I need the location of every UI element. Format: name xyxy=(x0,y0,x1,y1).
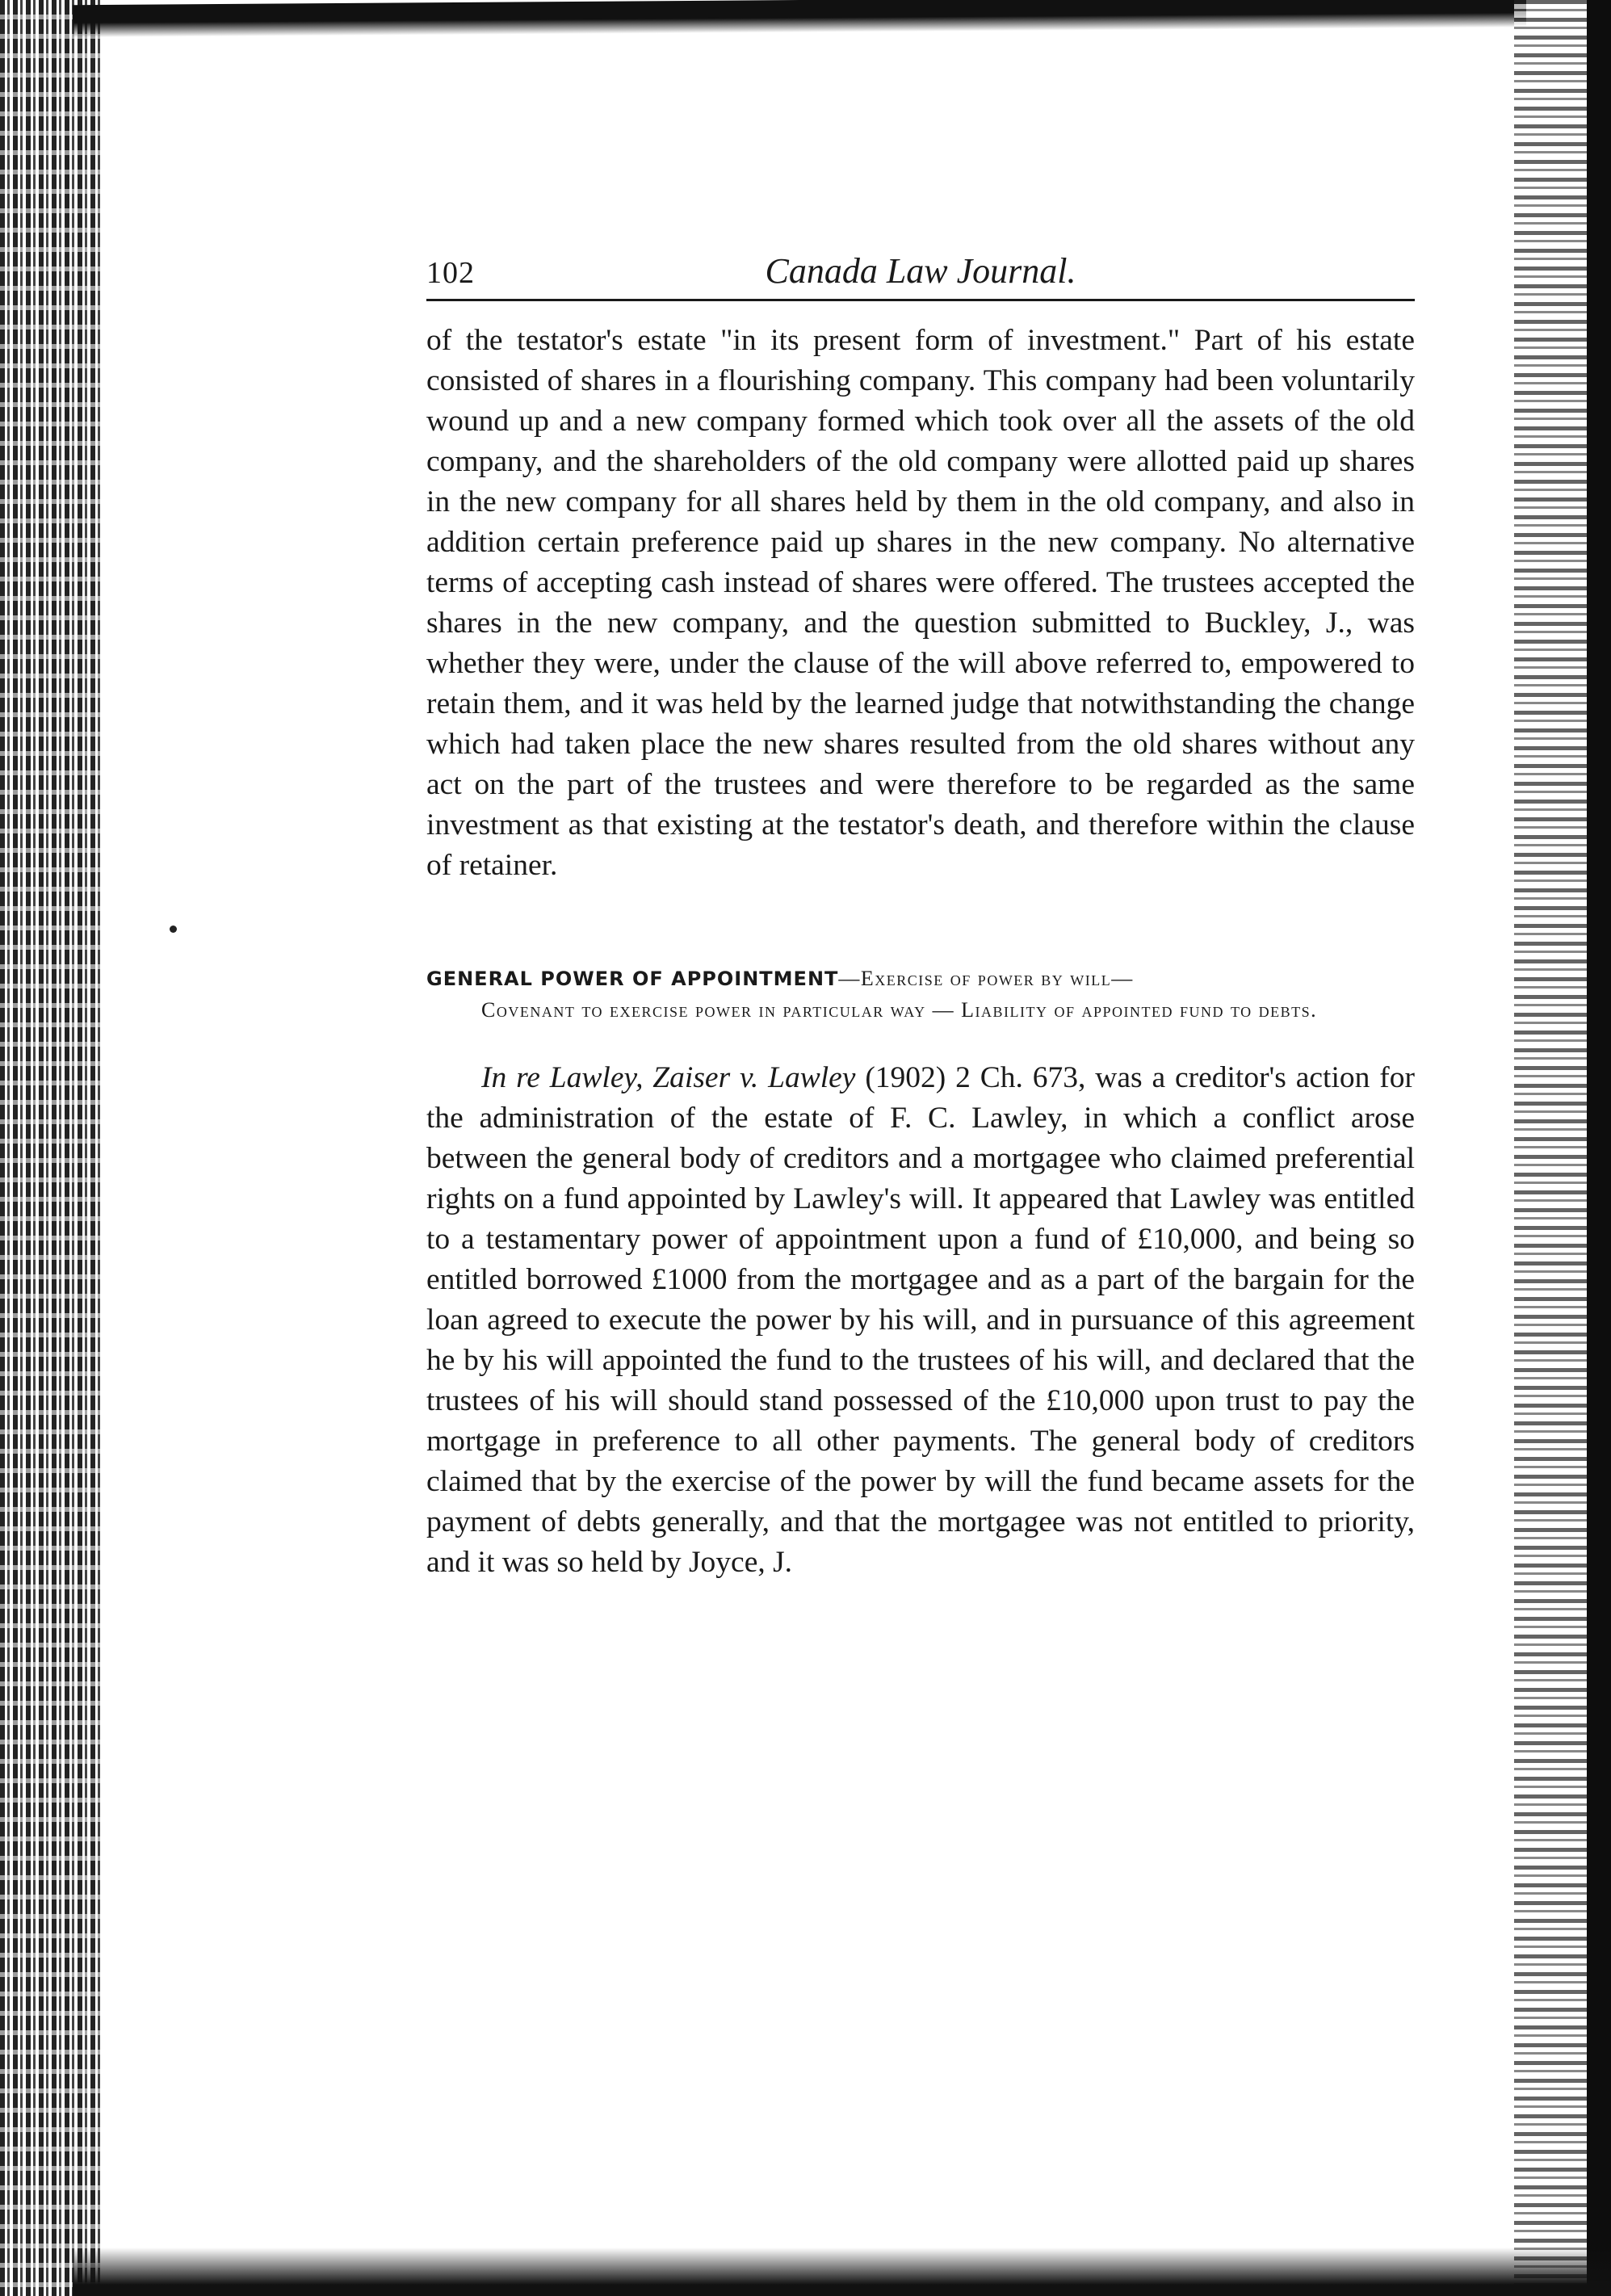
stray-ink-mark xyxy=(170,926,177,933)
journal-title: Canada Law Journal. xyxy=(765,251,1076,291)
running-head xyxy=(426,250,1415,301)
section-heading-subject-continued: Covenant to exercise power in particular way — Liability of appointed fund to debts. xyxy=(481,998,1318,1022)
scan-edge-top xyxy=(73,0,1526,37)
paragraph-lawley-case xyxy=(426,1058,1415,1583)
section-heading xyxy=(426,963,1415,1026)
page-content xyxy=(426,250,1415,1583)
page-number: 102 xyxy=(426,256,475,290)
section-heading-subject: —Exercise of power by will— xyxy=(838,967,1134,990)
paragraph-retainer-clause: of the testator's estate "in its present form of investment." Part of his estate consisted of shares in a flourishing company. This company had been voluntarily wound up and a new company formed which took over all the assets of the old company, and the shareholders of the old company were allotted paid up shares in the new company for all shares held by them in the old company, and also in addition certain preference paid up shares in the new company. No alternative terms of accepting cash instead of shares were offered. The trustees accepted the shares in the new company, and the question submitted to Buckley, J., was whether they were, under the clause of the will above referred to, empowered to retain them, and it was held by the learned judge that notwithstanding the change which had taken place the new shares resulted from the old shares without any act on the part of the trustees and were therefore to be regarded as the same investment as that existing at the testator's death, and therefore within the clause of retainer. xyxy=(426,324,1415,882)
scan-edge-bottom xyxy=(73,2248,1611,2296)
scan-edge-left-texture xyxy=(0,0,101,2296)
case-text: (1902) 2 Ch. 673, was a creditor's action for the administration of the estate of F. C. Lawley, in which a conflict arose between the general body of creditors and a mortgagee who claimed preferential rights on a fund appointed by Lawley's will. It appeared that Lawley was entitled to a testamentary power of appointment upon a fund of £10,000, and being so entitled borrowed £1000 from the mortgagee and as a part of the bargain for the loan agreed to execute the power by his will, and in pursuance of this agreement he by his will appointed the fund to the trustees of his will, and declared that the trustees of his will should stand possessed of the £10,000 upon trust to pay the mortgage in preference to all other payments. The general body of creditors claimed that by the exercise of the power by will the fund became assets for the payment of debts generally, and that the mortgagee was not entitled to priority, and it was so held by Joyce, J. xyxy=(426,1061,1415,1579)
scan-edge-right-shadow xyxy=(1587,0,1611,2296)
section-heading-lead: GENERAL POWER OF APPOINTMENT xyxy=(426,968,839,990)
case-name: In re Lawley, Zaiser v. Lawley xyxy=(481,1061,856,1094)
